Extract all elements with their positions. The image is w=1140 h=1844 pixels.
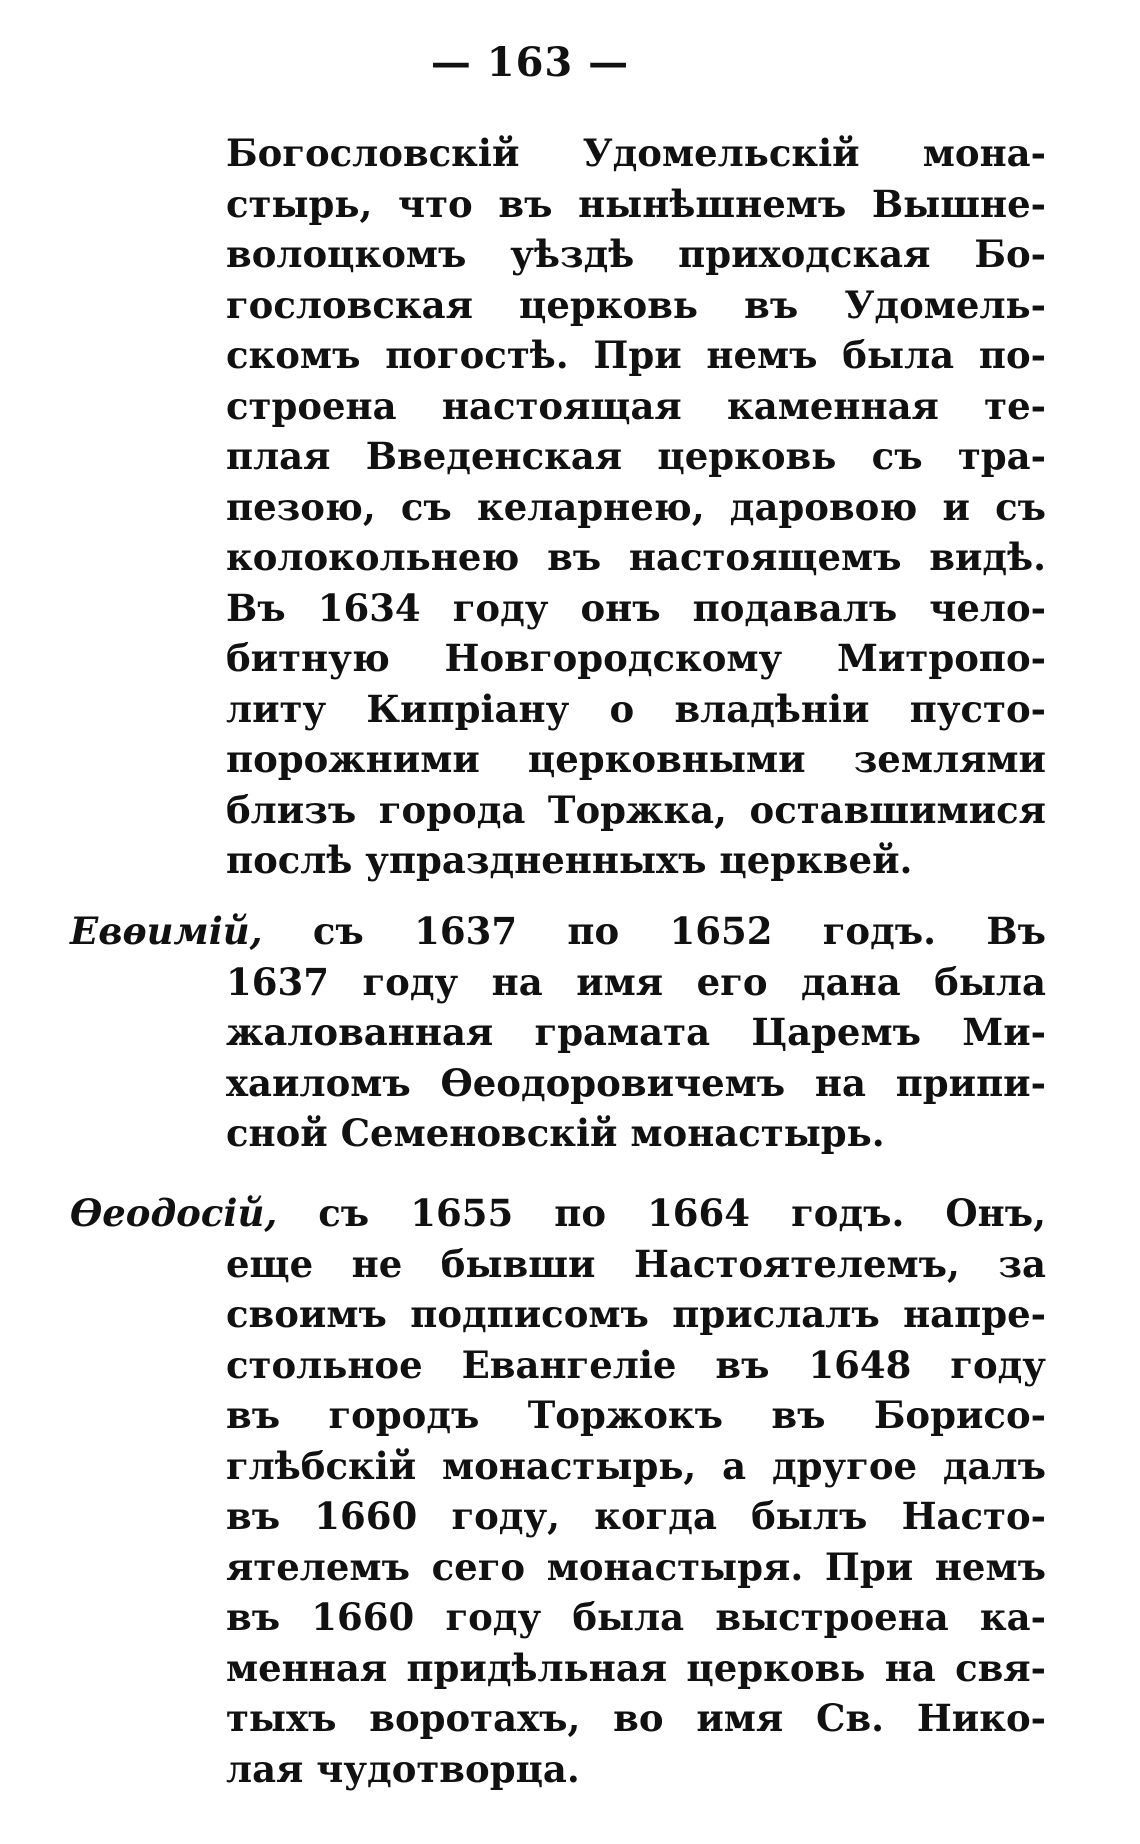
text-line: колокольнею въ настоящемъ видѣ. bbox=[226, 535, 1046, 579]
paragraph-evfimiy bbox=[70, 906, 1046, 1159]
text-line: плая Введенская церковь съ тра- bbox=[226, 434, 1046, 478]
text-line: порожними церковными землями bbox=[226, 737, 1046, 781]
text-line: сной Семеновскій монастырь. bbox=[226, 1111, 885, 1155]
text-line: въ городъ Торжокъ въ Борисо- bbox=[226, 1393, 1046, 1437]
text-line: менная придѣльная церковь на свя- bbox=[226, 1645, 1046, 1690]
text-line: битную Новгородскому Митропо- bbox=[226, 636, 1046, 680]
text-line: глѣбскій монастырь, а другое далъ bbox=[226, 1443, 1046, 1488]
text-line: гословская церковь въ Удомель- bbox=[226, 282, 1046, 327]
text-line: жалованная грамата Царемъ Ми- bbox=[226, 1010, 1046, 1054]
abbot-name: Евѳимій, bbox=[70, 909, 263, 953]
text-line: близъ города Торжка, оставшимися bbox=[226, 787, 1046, 832]
text-line: въ 1660 году, когда былъ Насто- bbox=[226, 1494, 1046, 1538]
text-line: стольное Евангеліе въ 1648 году bbox=[226, 1342, 1046, 1387]
text-line: Богословскій Удомельскій мона- bbox=[226, 131, 1046, 175]
text-fragment: съ 1637 по 1652 годъ. Въ bbox=[312, 909, 1046, 953]
paragraph-feodosiy bbox=[70, 1188, 1046, 1794]
text-line-first bbox=[70, 1188, 1046, 1239]
paragraph-monastery-description bbox=[226, 128, 1046, 886]
text-line: ятелемъ сего монастыря. При немъ bbox=[226, 1544, 1046, 1589]
text-fragment: съ 1655 по 1664 годъ. Онъ, bbox=[318, 1191, 1046, 1235]
text-line: стырь, что въ нынѣшнемъ Вышне- bbox=[226, 181, 1046, 226]
text-line: послѣ упраздненныхъ церквей. bbox=[226, 838, 913, 882]
text-line: тыхъ воротахъ, во имя Св. Нико- bbox=[226, 1696, 1046, 1740]
text-line: литу Кипріану о владѣніи пусто- bbox=[226, 686, 1046, 731]
text-line: волоцкомъ уѣздѣ приходская Бо- bbox=[226, 232, 1046, 276]
text-line: хаиломъ Ѳеодоровичемъ на припи- bbox=[226, 1060, 1046, 1105]
text-line: лая чудотворца. bbox=[226, 1746, 580, 1791]
text-line: 1637 году на имя его дана была bbox=[226, 959, 1046, 1004]
text-line: скомъ погостѣ. При немъ была по- bbox=[226, 333, 1046, 377]
text-line: пезою, съ келарнею, даровою и съ bbox=[226, 484, 1046, 529]
text-line: своимъ подписомъ прислалъ напре- bbox=[226, 1292, 1046, 1336]
text-line-first bbox=[70, 906, 1046, 957]
text-line: еще не бывши Настоятелемъ, за bbox=[226, 1241, 1046, 1286]
text-line: Въ 1634 году онъ подавалъ чело- bbox=[226, 585, 1046, 630]
text-line: строена настоящая каменная те- bbox=[226, 383, 1046, 428]
text-line: въ 1660 году была выстроена ка- bbox=[226, 1595, 1046, 1639]
abbot-name: Ѳеодосій, bbox=[70, 1191, 278, 1235]
page-number-header: — 163 — bbox=[430, 39, 630, 86]
